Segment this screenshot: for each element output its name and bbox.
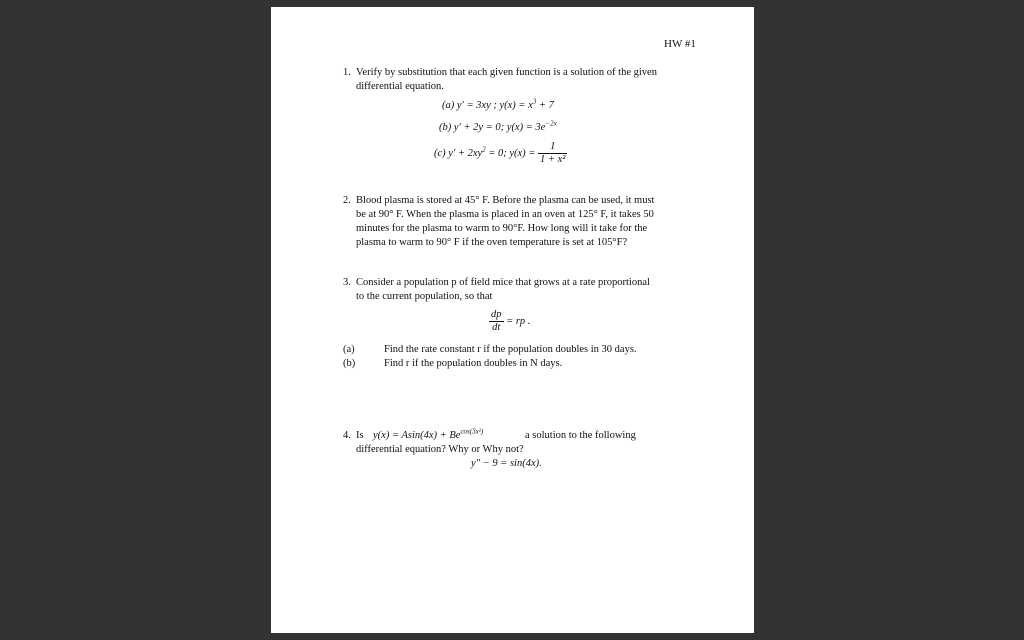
q2-line4: plasma to warm to 90° F if the oven temperature is set at 105°F? [356,237,628,248]
q4-line2: differential equation? Why or Why not? [356,444,524,455]
q2-line1: Blood plasma is stored at 45° F. Before the plasma can be used, it must [356,195,655,206]
q4-number: 4. [343,430,351,441]
q1-number: 1. [343,67,351,78]
q3-dp-dt-fraction: $\frac{dp}{dt}$ [491,309,502,334]
q3-number: 3. [343,277,351,288]
q4-function: $y(x) = Asin(4x) + Be^{cos(3x^2)}$ [373,427,484,441]
q3-equation: $\frac{dp}{dt}$ = rp . [491,309,531,334]
q4-is: Is [356,430,364,441]
q1-c-fraction: $\frac{1}{\text{1 + x²}}$ [540,141,566,166]
q1-line1: Verify by substitution that each given function is a solution of the given [356,67,657,78]
homework-title: HW #1 [664,38,696,50]
q3-line1: Consider a population p of field mice that grows at a rate proportional [356,277,650,288]
q3-b-label: (b) [343,358,356,369]
q2-number: 2. [343,195,351,206]
q1-line2: differential equation. [356,81,444,92]
q3-line2: to the current population, so that [356,291,493,302]
q1-part-c: (c) $y' + 2xy^2 = 0$; y(x) = $\frac{1}{\text{1 + x²}}$ [434,141,566,166]
q1-part-b: (b) y′ + 2y = 0; $y(x) = 3e^{-2x}$ [439,119,557,133]
document-page [271,7,754,633]
q4-equation: y″ − 9 = sin(4x). [471,458,542,469]
q3-b-text: Find r if the population doubles in N days. [384,358,563,369]
q2-line3: minutes for the plasma to warm to 90°F. How long will it take for the [356,223,648,234]
q3-a-label: (a) [343,344,355,355]
q3-a-text: Find the rate constant r if the population doubles in 30 days. [384,344,637,355]
q2-line2: be at 90° F. When the plasma is placed in an oven at 125° F, it takes 50 [356,209,654,220]
q4-tail: a solution to the following [525,430,636,441]
q1-part-a: (a) y′ = 3xy ; $y(x) = x^3 + 7$ [442,97,554,111]
